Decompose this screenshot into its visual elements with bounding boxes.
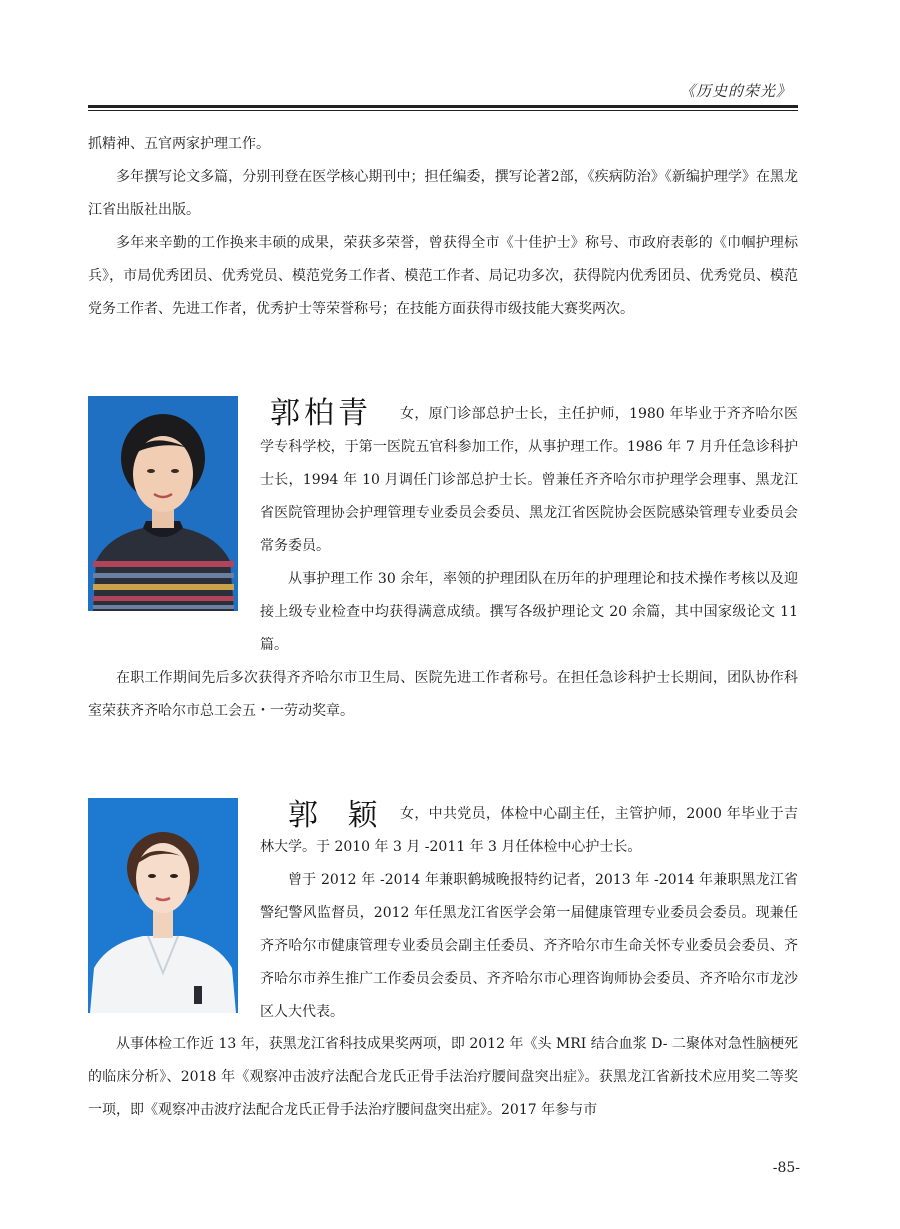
page-number: -85- bbox=[772, 1160, 800, 1176]
person-intro: 女，原门诊部总护士长，主任护师，1980 年毕业于齐齐哈尔医学专科学校，于第一医院五官科参加工作，从事护理工作。1986 年 7 月升任急诊科护士长，1994 年 10 月调任门诊部总护士长。曾兼任齐齐哈尔市护理学会理事、黑龙江省医院管理协会护理管理专业委员会委员、黑龙江省医院协会医院感染管理专业委员会常务委员。 bbox=[260, 406, 798, 554]
person-intro: 女，中共党员，体检中心副主任，主管护师，2000 年毕业于吉林大学。于 2010 年 3 月 -2011 年 3 月任体检中心护士长。 bbox=[260, 806, 798, 855]
person-name: 郭柏青 bbox=[270, 396, 372, 431]
paragraph: 从事体检工作近 13 年，获黑龙江省科技成果奖两项，即 2012 年《头 MRI 结合血浆 D- 二聚体对急性脑梗死的临床分析》、2018 年《观察冲击波疗法配合龙氏正骨手法治疗腰间盘突出症》。获黑龙江省新技术应用奖二等奖一项，即《观察冲击波疗法配合龙氏正骨手法治疗腰间盘突出症》。2017 年参与市 bbox=[88, 1036, 798, 1118]
paragraph: 多年来辛勤的工作换来丰硕的成果，荣获多荣誉，曾获得全市《十佳护士》称号、市政府表彰的《巾帼护理标兵》，市局优秀团员、优秀党员、模范党务工作者、模范工作者、局记功多次，获得院内优秀团员、优秀党员、模范党务工作者、先进工作者，优秀护士等荣誉称号；在技能方面获得市级技能大赛奖两次。 bbox=[88, 235, 798, 317]
portrait-photo-guo-baiqing bbox=[88, 396, 238, 611]
header-rule-thick bbox=[88, 105, 798, 108]
book-title: 《历史的荣光》 bbox=[679, 82, 792, 100]
portrait-photo-guo-ying bbox=[88, 798, 238, 1013]
header-rule-thin bbox=[88, 110, 798, 111]
paragraph: 多年撰写论文多篇，分别刊登在医学核心期刊中；担任编委，撰写论著2部，《疾病防治》《新编护理学》在黑龙江省出版社出版。 bbox=[88, 169, 798, 218]
paragraph: 抓精神、五官两家护理工作。 bbox=[88, 136, 270, 152]
paragraph: 在职工作期间先后多次获得齐齐哈尔市卫生局、医院先进工作者称号。在担任急诊科护士长期间，团队协作科室荣获齐齐哈尔市总工会五・一劳动奖章。 bbox=[88, 670, 798, 719]
running-header bbox=[88, 78, 798, 106]
person-name: 郭 颖 bbox=[288, 798, 388, 833]
paragraph: 从事护理工作 30 余年，率领的护理团队在历年的护理理论和技术操作考核以及迎接上级专业检查中均获得满意成绩。撰写各级护理论文 20 余篇，其中国家级论文 11 篇。 bbox=[260, 571, 798, 653]
paragraph: 曾于 2012 年 -2014 年兼职鹤城晚报特约记者，2013 年 -2014 年兼职黑龙江省警纪警风监督员，2012 年任黑龙江省医学会第一届健康管理专业委员会委员。现兼任齐齐哈尔市健康管理专业委员会副主任委员、齐齐哈尔市生命关怀专业委员会委员、齐齐哈尔市养生推广工作委员会委员、齐齐哈尔市心理咨询师协会委员、齐齐哈尔市龙沙区人大代表。 bbox=[260, 872, 798, 1020]
